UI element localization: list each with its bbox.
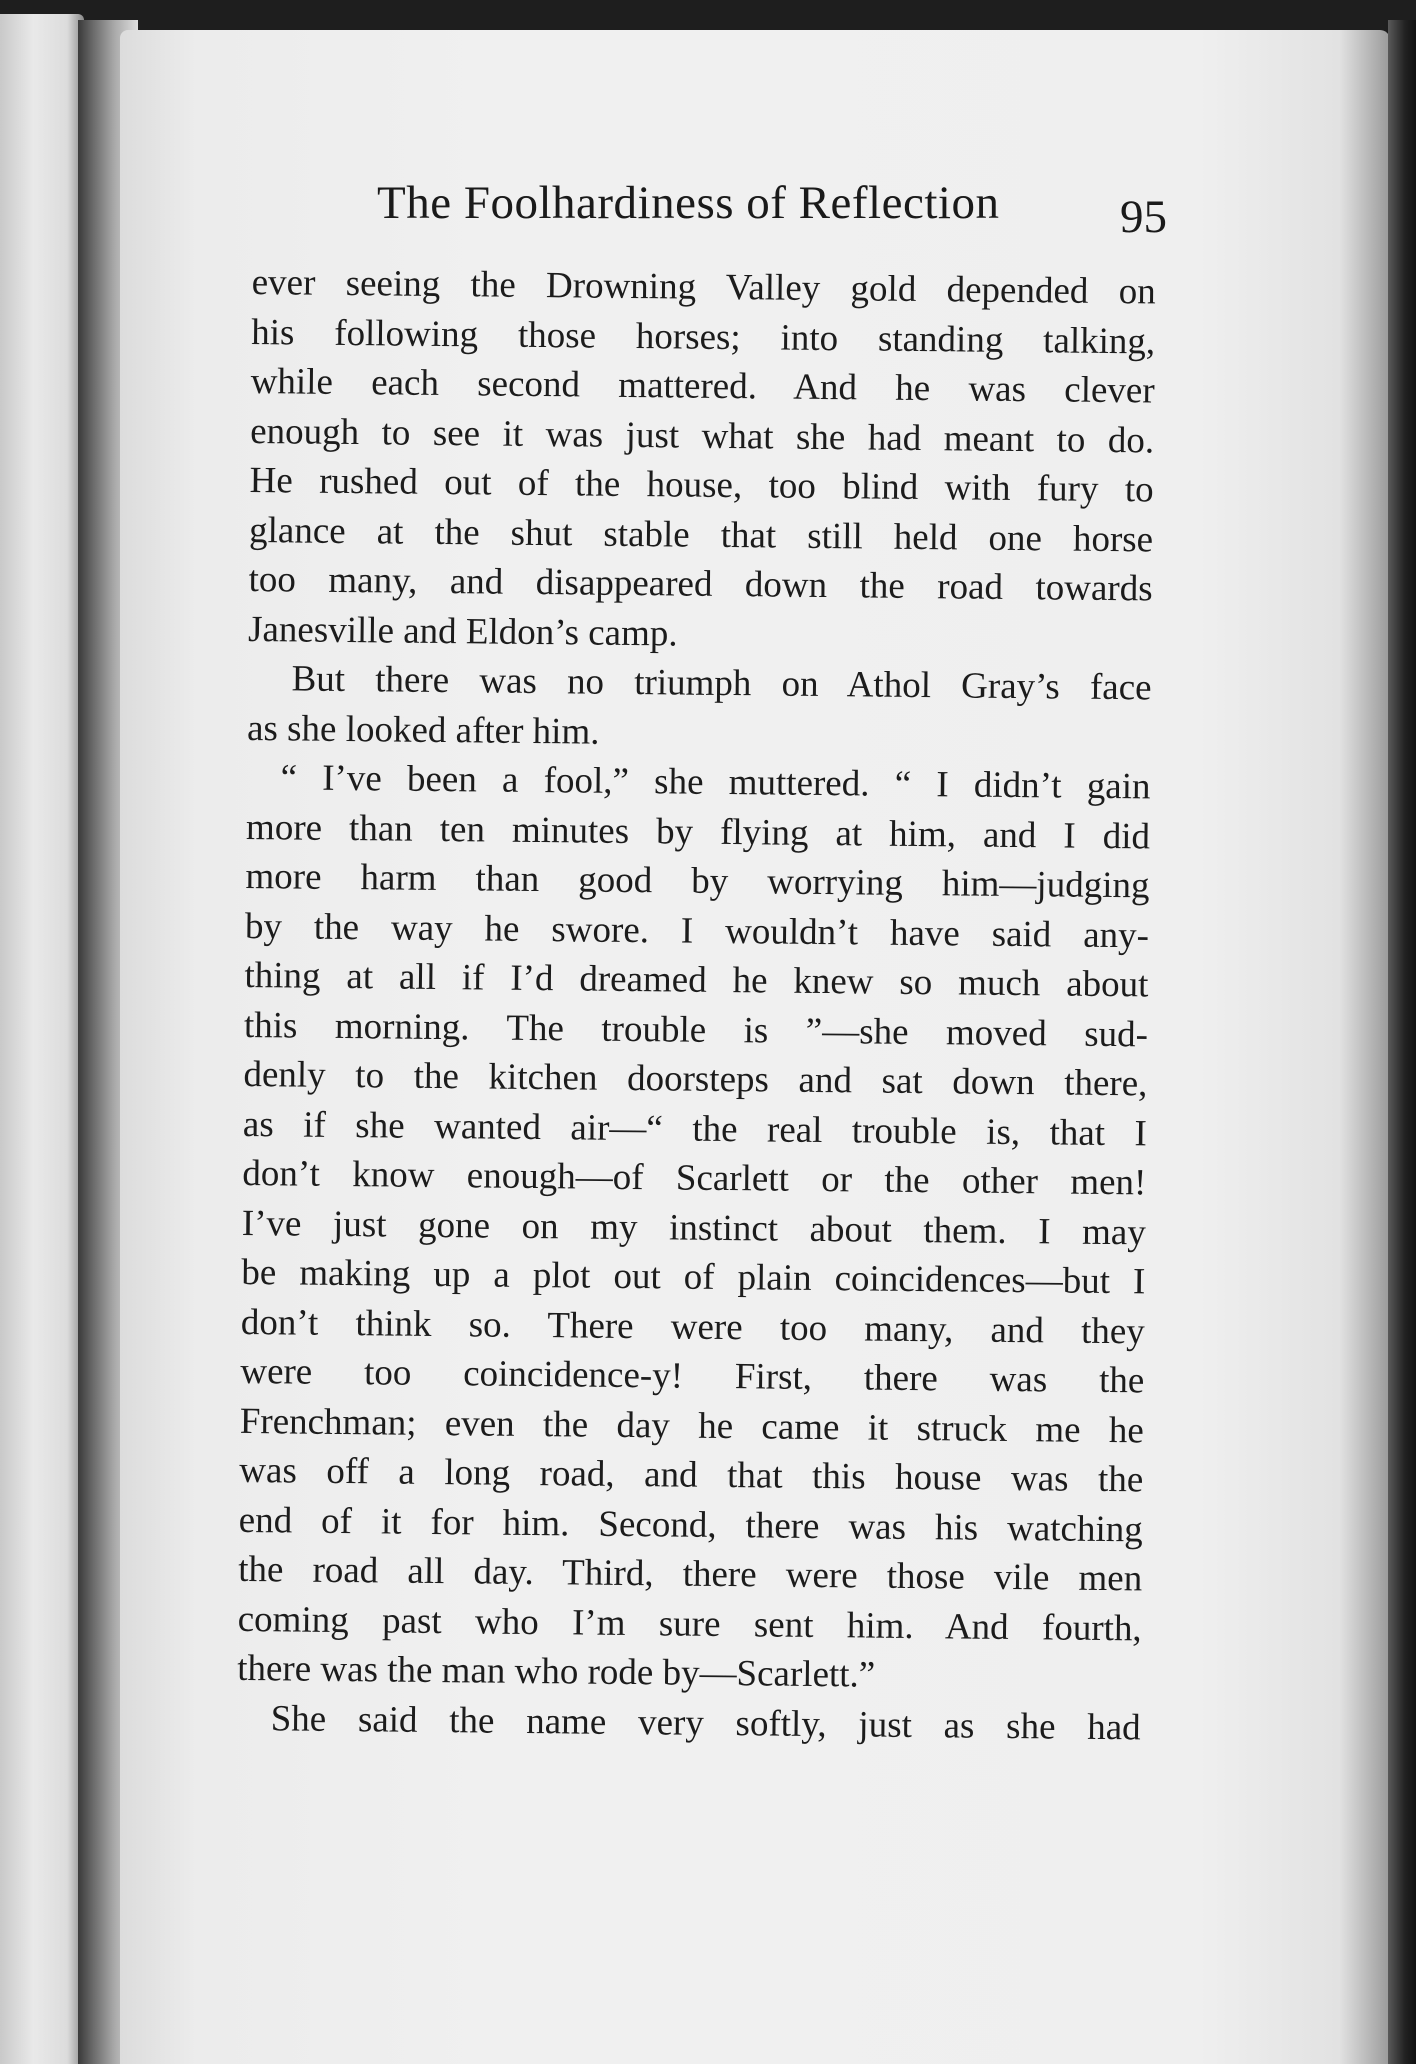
text-line: enough to see it was just what she had meant to do. — [249, 410, 1155, 461]
text-line: She said the name very softly, just as she had — [270, 1697, 1141, 1748]
text-line: He rushed out of the house, too blind with fury to — [249, 459, 1154, 511]
paragraph — [248, 258, 1156, 663]
page-number: 95 — [1120, 191, 1167, 243]
text-line: more harm than good by worrying him—judging — [245, 855, 1150, 907]
paragraph — [236, 1693, 1140, 1752]
text-line: Frenchman; even the day he came it struck me he — [239, 1400, 1144, 1451]
page-edge-shadow — [1388, 20, 1416, 2064]
running-head: The Foolhardiness of Reflection — [377, 177, 1000, 229]
text-line: his following those horses; into standing talking, — [251, 311, 1156, 362]
text-line: I’ve just gone on my instinct about them. I may — [241, 1202, 1147, 1253]
text-line: “ I’ve been a fool,” she muttered. “ I didn’t gain — [280, 757, 1151, 808]
text-line: as if she wanted air—“ the real trouble is, that I — [242, 1103, 1148, 1154]
text-line: were too coincidence-y! First, there was the — [240, 1350, 1145, 1402]
text-line: don’t know enough—of Scarlett or the other men! — [242, 1152, 1147, 1204]
text-line: Janesville and Eldon’s camp. — [247, 608, 678, 654]
text-line: more than ten minutes by flying at him, and I did — [245, 806, 1151, 857]
text-line: while each second mattered. And he was clever — [250, 360, 1155, 412]
text-line: too many, and disappeared down the road towards — [248, 558, 1153, 610]
paragraph — [237, 753, 1151, 1703]
text-line: there was the man who rode by—Scarlett.” — [237, 1647, 876, 1696]
text-line: end of it for him. Second, there was his watching — [238, 1499, 1143, 1550]
text-line: ever seeing the Drowning Valley gold depended on — [251, 261, 1156, 313]
text-line: glance at the shut stable that still held one horse — [248, 509, 1154, 560]
text-line: denly to the kitchen doorsteps and sat down there, — [243, 1053, 1148, 1105]
text-line: But there was no triumph on Athol Gray’s face — [291, 658, 1152, 709]
text-line: by the way he swore. I wouldn’t have said any- — [244, 905, 1150, 956]
facing-page-edge — [0, 14, 84, 2064]
text-line: be making up a plot out of plain coincidences—but I — [241, 1251, 1146, 1303]
paragraph — [247, 654, 1152, 762]
text-line: thing at all if I’d dreamed he knew so much about — [244, 954, 1149, 1006]
text-line: don’t think so. There were too many, and they — [240, 1301, 1146, 1352]
page-header — [377, 176, 1167, 246]
text-line: the road all day. Third, there were those vile men — [238, 1548, 1143, 1600]
body-text — [236, 258, 1156, 1752]
text-line: coming past who I’m sure sent him. And fourth, — [237, 1598, 1142, 1649]
text-line: this morning. The trouble is ”—she moved sud- — [243, 1004, 1149, 1055]
text-line: was off a long road, and that this house was the — [239, 1449, 1144, 1501]
text-line: as she looked after him. — [246, 707, 600, 753]
